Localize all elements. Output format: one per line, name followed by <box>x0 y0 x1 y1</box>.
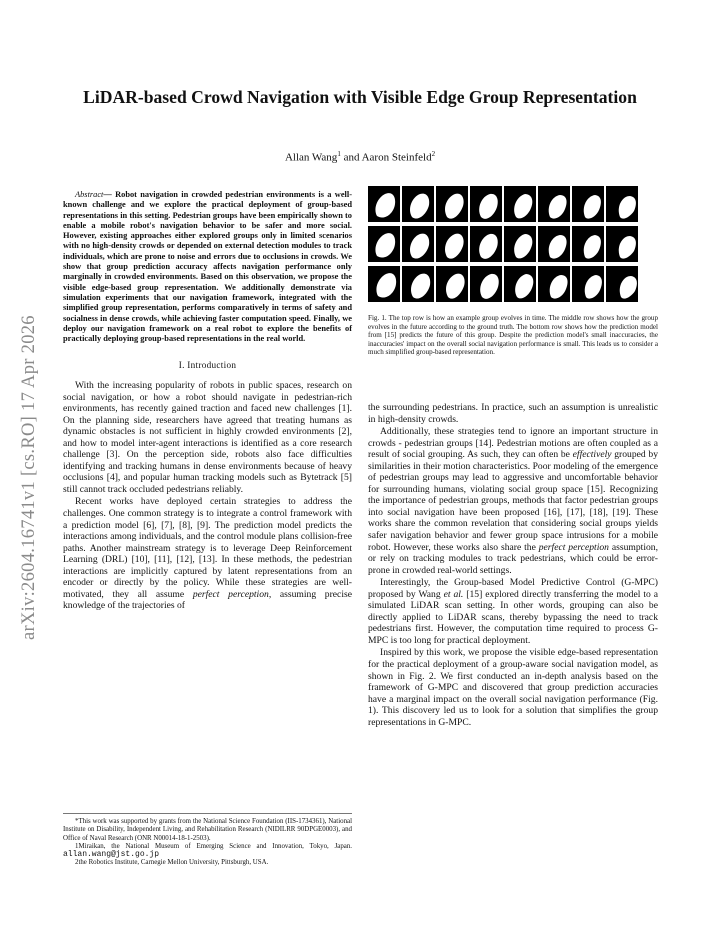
emphasis: perfect perception <box>538 541 609 553</box>
paper-title: LiDAR-based Crowd Navigation with Visible Edge Group Representation <box>83 87 637 107</box>
section-heading: I. Introduction <box>178 360 237 371</box>
author-name: Allan Wang <box>284 151 338 164</box>
affiliation-mark: 2 <box>431 150 436 158</box>
group-blob <box>504 266 536 302</box>
figure-tile <box>436 186 468 222</box>
group-blob <box>402 226 434 262</box>
paragraph-text: Additionally, these strategies tend to ignore an important structure in crowds - pedestrian groups [14]. Pedestrian motions are often coupled as a result of social grouping. As such, they can often be <box>368 426 658 461</box>
figure-caption: Fig. 1. The top row is how an example group evolves in time. The middle row shows how the group evolves in the future according to the ground truth. The bottom row shows how the prediction model from [15] predicts the future of this group. Despite the prediction model's small inaccuracies, the inaccuracies' impact on the overall social navigation performance is small. This leads us to consider a much simplified group-based representation. <box>368 314 658 356</box>
left-column <box>63 190 352 612</box>
figure-tile <box>572 186 604 222</box>
group-blob <box>402 266 434 302</box>
abstract-text: Robot navigation in crowded pedestrian environments is a well-known challenge and we explore the practical deployment of group-based representations in this setting. Pedestrian groups have been empirically shown to enable a mobile robot's navigation behavior to be safer and more social. However, existing approaches either explored groups only in limited scenarios with no high-density crowds or depended on external detection modules to track individuals, which are prone to noise and errors due to occlusions in crowds. We show that group prediction accuracy affects navigation performance only marginally in crowded environments. Based on this observation, we propose the visible edge-based group representation. We additionally demonstrate via simulation experiments that our navigation framework, integrated with the simplified group representation, performs comparatively in terms of safety and socialness in dense crowds, while achieving faster computation speed. Finally, we deploy our navigation framework on a real robot to explore the benefits of practically deploying group-based representations in the real world. <box>63 190 352 344</box>
body-paragraph: the surrounding pedestrians. In practice, such an assumption is unrealistic in high-density crowds. <box>368 402 658 425</box>
figure-tile <box>538 226 570 262</box>
figure-1 <box>368 186 658 306</box>
paragraph-text: Recent works have deployed certain strategies to address the challenges. One common strategy is to integrate a control framework with a prediction model [6], [7], [8], [9]. The prediction model predicts the interactions among individuals, and the control module plans collision-free paths. Another mainstream strategy is to leverage Deep Reinforcement Learning (DRL) [10], [11], [12], [13]. In these methods, the pedestrian interactions are implicitly captured by latent representations from an encoder or directly by the policy. While these strategies are well-motivated, they all assume <box>63 496 352 600</box>
right-column <box>368 402 658 728</box>
body-paragraph <box>63 496 352 611</box>
figure-tile <box>606 226 638 262</box>
figure-tile <box>606 266 638 302</box>
author-conjunction: and <box>343 151 360 164</box>
abstract-label: Abstract <box>75 190 104 199</box>
figure-tile <box>606 186 638 222</box>
figure-tile <box>470 186 502 222</box>
group-blob <box>606 186 638 222</box>
group-blob <box>606 266 638 302</box>
paragraph-text: Interestingly, the Group-based Model Predictive Control (G-MPC) proposed by Wang <box>368 577 658 600</box>
group-blob <box>436 226 468 262</box>
abstract <box>63 190 352 344</box>
footnote: 2the Robotics Institute, Carnegie Mellon University, Pittsburgh, USA. <box>75 859 269 867</box>
group-blob <box>504 186 536 222</box>
group-blob <box>504 226 536 262</box>
arxiv-identifier: arXiv:2604.16741v1 [cs.RO] 17 Apr 2026 <box>19 315 39 640</box>
figure-tile <box>504 186 536 222</box>
figure-tile <box>538 186 570 222</box>
emphasis: perfect perception <box>192 588 269 600</box>
author-line <box>60 150 660 164</box>
group-blob <box>538 226 570 262</box>
figure-tile <box>538 266 570 302</box>
figure-row-ground-truth <box>368 226 658 262</box>
group-blob <box>606 226 638 262</box>
body-paragraph <box>368 426 658 576</box>
group-blob <box>470 186 502 222</box>
paragraph-text: , assuming precise knowledge of the trajectories of <box>63 588 352 612</box>
group-blob <box>572 226 604 262</box>
emphasis: et al. <box>443 588 464 600</box>
figure-tile <box>368 186 400 222</box>
figure-row-prediction <box>368 266 658 302</box>
figure-tile <box>572 266 604 302</box>
figure-tile <box>402 226 434 262</box>
figure-tile <box>402 186 434 222</box>
footnotes <box>63 813 352 868</box>
figure-tile <box>436 266 468 302</box>
figure-tile <box>402 266 434 302</box>
group-blob <box>402 186 434 222</box>
group-blob <box>538 186 570 222</box>
group-blob <box>470 266 502 302</box>
figure-tile <box>470 226 502 262</box>
group-blob <box>368 186 400 222</box>
figure-row-history <box>368 186 658 222</box>
body-paragraph: Inspired by this work, we propose the visible edge-based representation for the practical deployment of a group-aware social navigation model, as shown in Fig. 2. We first conducted an in-depth analysis based on the framework of G-MPC and discovered that group prediction accuracies have a marginal impact on the overall social navigation performance (Fig. 1). This discovery led us to look for a solution that simplifies the group representations in G-MPC. <box>368 647 658 728</box>
footnote-text: 1Miraikan, the National Museum of Emerging Science and Innovation, Tokyo, Japan. <box>75 842 352 850</box>
group-blob <box>436 266 468 302</box>
group-blob <box>572 186 604 222</box>
figure-tile <box>368 226 400 262</box>
group-blob <box>470 226 502 262</box>
paragraph-text: [15] explored directly transferring the model to a simulated LiDAR scan setting. In other words, grouping can also be directly applied to LiDAR scans, thereby bypassing the need to track pedestrians first. However, the computation time required to process G-MPC is too long for practical deployment. <box>368 588 658 646</box>
group-blob <box>572 266 604 302</box>
figure-tile <box>572 226 604 262</box>
paragraph-text: grouped by similarities in their motion characteristics. Poor modeling of the emergence of pedestrian groups may lead to aggressive and uncomfortable behavior for surrounding humans, violating social group space [15]. Recognizing the importance of pedestrian groups, methods that factor pedestrian groups into social navigation have been proposed [16], [17], [18], [19]. These works share the common revelation that considering social groups yields safer navigation behavior and fewer group space intrusions for a mobile robot. However, these works also share the <box>368 449 659 553</box>
figure-tile <box>470 266 502 302</box>
group-blob <box>368 266 400 302</box>
abstract-dash: — <box>103 190 116 199</box>
figure-tile <box>436 226 468 262</box>
group-blob <box>368 226 400 262</box>
body-paragraph: With the increasing popularity of robots in public spaces, research on social navigation, or how a robot should navigate in pedestrian-rich environments, has recently gained traction and faced new challenges [1]. On the planning side, researchers have agreed that treating humans as dynamic obstacles is not sufficient in highly crowded environments [2], and how to model inter-agent interactions is identified as a core research challenge [3]. On the perception side, robots also face difficulties identifying and tracking humans in dense environments because of heavy occlusions [4], and popular human tracking models such as Bytetrack [5] still cannot track occluded pedestrians reliably. <box>63 380 352 495</box>
figure-tile <box>368 266 400 302</box>
email-address: allan.wang@jst.go.jp <box>63 850 160 860</box>
emphasis: effectively <box>572 449 612 461</box>
affiliation-mark: 1 <box>337 150 341 158</box>
group-blob <box>436 186 468 222</box>
figure-tile <box>504 266 536 302</box>
footnote <box>63 843 352 860</box>
group-blob <box>538 266 570 302</box>
author-name: Aaron Steinfeld <box>361 151 432 164</box>
body-paragraph <box>368 577 658 646</box>
paragraph-text: assumption, or rely on tracking modules to track pedestrians, which could be error-prone in crowded real-world settings. <box>368 541 658 576</box>
figure-tile <box>504 226 536 262</box>
footnote: *This work was supported by grants from the National Science Foundation (IIS-1734361), National Institute on Disability, Independent Living, and Rehabilitation Research (NIDILRR 90DPGE0003), and Office of Naval Research (ONR N00014-18-1-2503). <box>63 818 352 842</box>
